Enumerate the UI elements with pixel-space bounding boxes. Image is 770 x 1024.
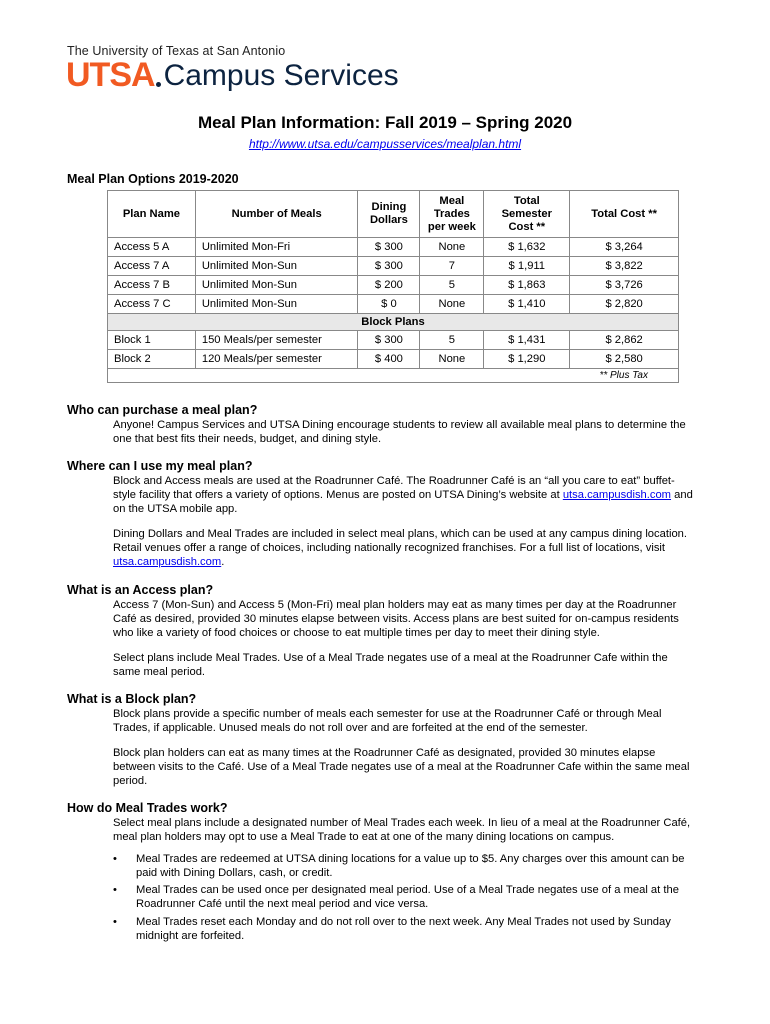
header-dining-dollars: Dining Dollars [358,191,420,238]
where-p2-text-a: Dining Dollars and Meal Trades are included in select meal plans, which can be used at any campus dining location. Retail venues offer a range of choices, including nationally recognized franchises. For a full list of locations, visit [113,528,687,554]
where-section-title: Where can I use my meal plan? [67,459,253,473]
table-cell: Unlimited Mon-Sun [195,257,358,276]
header-number-of-meals: Number of Meals [195,191,358,238]
who-paragraph: Anyone! Campus Services and UTSA Dining encourage students to review all available meal plans to determine the one that best fits their needs, budget, and dining style. [113,419,686,445]
table-row [108,295,679,314]
list-item [113,852,693,880]
table-cell: 120 Meals/per semester [195,350,358,369]
block-section-title: What is a Block plan? [67,692,197,706]
table-cell: None [420,295,484,314]
bullet-icon: • [113,853,117,865]
table-row [108,350,679,369]
header-total-cost: Total Cost ** [570,191,679,238]
mealplan-url-link[interactable]: http://www.utsa.edu/campusservices/mealplan.html [248,137,522,151]
utsa-logo [66,56,399,94]
table-cell: $ 3,822 [570,257,679,276]
logo-dot-icon [156,82,161,87]
table-cell: 5 [420,276,484,295]
table-cell: Unlimited Mon-Sun [195,276,358,295]
table-cell: $ 1,410 [484,295,570,314]
table-cell: $ 3,264 [570,238,679,257]
block-paragraph-2: Block plan holders can eat as many times at the Roadrunner Café as designated, provided 30 minutes elapse between visits to the Café. Use of a Meal Trade negates use of a meal at the Roadrunner Cafe within the same meal period. [113,747,690,787]
header-meal-trades: Meal Trades per week [420,191,484,238]
table-cell: None [420,238,484,257]
table-cell: Access 7 C [108,295,196,314]
table-row [108,257,679,276]
logo-mark: UTSA [66,56,155,94]
table-cell: $ 300 [358,238,420,257]
table-header-row [108,191,679,238]
table-cell: $ 2,580 [570,350,679,369]
where-paragraph-2 [113,527,693,569]
where-p2-text-b: . [221,556,225,568]
table-row [108,331,679,350]
table-row [108,276,679,295]
access-paragraph-2: Select plans include Meal Trades. Use of a Meal Trade negates use of a meal at the Roadrunner Cafe within the same meal period. [113,652,668,678]
table-cell: $ 300 [358,331,420,350]
bullet-icon: • [113,916,117,928]
table-cell: Block 1 [108,331,196,350]
table-cell: $ 400 [358,350,420,369]
list-item [113,883,693,911]
table-cell: None [420,350,484,369]
table-cell: $ 200 [358,276,420,295]
list-item-text: Meal Trades can be used once per designated meal period. Use of a Meal Trade negates use of a meal at the Roadrunner Café until the next meal period and vice versa. [136,884,679,910]
table-note-row [108,369,679,383]
table-cell: $ 1,290 [484,350,570,369]
table-cell: Access 7 B [108,276,196,295]
table-row [108,238,679,257]
list-item [113,915,693,943]
table-cell: Unlimited Mon-Sun [195,295,358,314]
table-cell: $ 1,863 [484,276,570,295]
block-plans-divider-row [108,314,679,331]
table-cell: Block 2 [108,350,196,369]
meal-plan-table [107,190,679,383]
table-cell: $ 1,431 [484,331,570,350]
where-p1-text-a: Block and Access meals are used at the Roadrunner Café. The Roadrunner Café is an “all you care to eat” buffet-style facility that offers a variety of options. Menus are posted on UTSA Dining’s website at [113,475,675,501]
table-cell: $ 2,862 [570,331,679,350]
block-plans-label: Block Plans [108,314,679,331]
table-cell: $ 1,911 [484,257,570,276]
who-section-title: Who can purchase a meal plan? [67,403,258,417]
list-item-text: Meal Trades reset each Monday and do not roll over to the next week. Any Meal Trades not used by Sunday midnight are forfeited. [136,916,671,942]
list-item-text: Meal Trades are redeemed at UTSA dining locations for a value up to $5. Any charges over this amount can be paid with Dining Dollars, cash, or credit. [136,853,685,879]
campusdish-link[interactable]: utsa.campusdish.com [562,489,672,501]
trades-paragraph: Select meal plans include a designated number of Meal Trades each week. In lieu of a meal at the Roadrunner Café, meal plan holders may opt to use a Meal Trade to eat at one of the many dining locations on campus. [113,817,691,843]
table-cell: $ 2,820 [570,295,679,314]
university-name: The University of Texas at San Antonio [67,44,286,58]
table-cell: 7 [420,257,484,276]
access-paragraph-1: Access 7 (Mon-Sun) and Access 5 (Mon-Fri) meal plan holders may eat as many times per day at the Roadrunner Café as desired, provided 30 minutes elapse between visits. Access plans are best suited for on-campus residents who like a variety of food choices or choose to eat multiple times per day to meet their dining style. [113,599,679,639]
campusdish-link-2[interactable]: utsa.campusdish.com [113,556,222,568]
page-title: Meal Plan Information: Fall 2019 – Spring 2020 [197,113,573,132]
block-paragraph-1: Block plans provide a specific number of meals each semester for use at the Roadrunner Café or through Meal Trades, if applicable. Unused meals do not roll over and are forfeited at the end of the semester. [113,708,662,734]
table-cell: 5 [420,331,484,350]
table-section-title: Meal Plan Options 2019-2020 [67,172,239,186]
table-cell: $ 1,632 [484,238,570,257]
where-paragraph-1 [113,474,693,516]
table-cell: $ 300 [358,257,420,276]
table-cell: Access 7 A [108,257,196,276]
where-p1-text-b: and on the UTSA mobile app. [113,489,693,515]
bullet-icon: • [113,884,117,896]
table-cell: Unlimited Mon-Fri [195,238,358,257]
table-cell: $ 3,726 [570,276,679,295]
plus-tax-note: ** Plus Tax [108,369,679,383]
access-section-title: What is an Access plan? [67,583,214,597]
table-cell: Access 5 A [108,238,196,257]
header-plan-name: Plan Name [108,191,196,238]
table-cell: 150 Meals/per semester [195,331,358,350]
trades-section-title: How do Meal Trades work? [67,801,228,815]
header-total-semester-cost: Total Semester Cost ** [484,191,570,238]
table-cell: $ 0 [358,295,420,314]
logo-text: Campus Services [163,59,399,92]
